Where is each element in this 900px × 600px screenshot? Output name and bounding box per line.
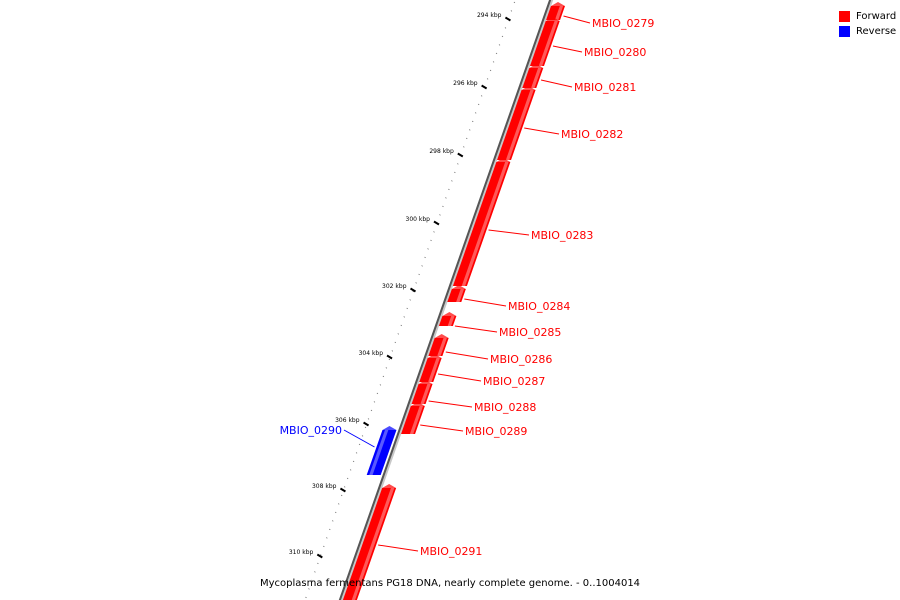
minor-tick — [499, 45, 500, 46]
gene-label-mbio_0284: MBIO_0284 — [508, 300, 571, 313]
tick-label: 294 kbp — [476, 12, 502, 19]
minor-tick — [511, 11, 512, 12]
tick-label: 306 kbp — [335, 417, 360, 424]
minor-tick — [353, 461, 354, 462]
minor-tick — [487, 79, 488, 80]
minor-tick — [428, 249, 429, 250]
minor-tick — [377, 393, 378, 394]
minor-tick — [404, 317, 405, 318]
minor-tick — [433, 232, 434, 233]
minor-tick — [395, 342, 396, 343]
minor-tick — [380, 385, 381, 386]
tick-label: 300 kbp — [405, 216, 430, 223]
major-tick — [482, 86, 487, 89]
minor-tick — [407, 308, 408, 309]
major-ticks — [289, 12, 511, 558]
gene-leader-line — [489, 230, 529, 235]
minor-tick — [326, 538, 327, 539]
gene-label-mbio_0286: MBIO_0286 — [490, 353, 553, 366]
gene-label-mbio_0290: MBIO_0290 — [279, 424, 342, 437]
gene-cap — [382, 484, 396, 488]
major-tick — [387, 356, 392, 359]
legend-item-reverse — [839, 24, 896, 39]
gene-label-mbio_0285: MBIO_0285 — [499, 326, 562, 339]
minor-tick — [341, 495, 342, 496]
minor-tick — [350, 470, 351, 471]
minor-tick — [329, 529, 330, 530]
minor-tick — [493, 62, 494, 63]
minor-tick — [481, 96, 482, 97]
minor-tick — [451, 181, 452, 182]
minor-tick — [469, 130, 470, 131]
tick-label: 304 kbp — [358, 350, 384, 357]
gene-leader-line — [541, 80, 572, 87]
minor-tick — [445, 198, 446, 199]
minor-tick — [419, 274, 420, 275]
minor-tick — [335, 512, 336, 513]
gene-label-mbio_0283: MBIO_0283 — [531, 229, 594, 242]
gene-cap — [382, 426, 396, 430]
gene-leader-line — [455, 326, 497, 332]
minor-tick — [359, 444, 360, 445]
minor-tick — [454, 172, 455, 173]
minor-tick — [422, 266, 423, 267]
tick-label: 302 kbp — [382, 283, 407, 290]
minor-tick — [317, 563, 318, 564]
minor-tick — [505, 28, 506, 29]
major-tick — [364, 423, 369, 426]
tick-label: 310 kbp — [288, 549, 314, 556]
minor-tick — [338, 504, 339, 505]
legend-label-reverse: Reverse — [856, 26, 897, 37]
minor-tick — [386, 368, 387, 369]
tick-label: 296 kbp — [453, 80, 478, 87]
minor-tick — [502, 36, 503, 37]
minor-tick — [398, 334, 399, 335]
gene-cap — [435, 334, 449, 338]
gene-label-mbio_0288: MBIO_0288 — [474, 401, 537, 414]
gene-leader-line — [553, 46, 582, 52]
gene-leader-line — [524, 128, 559, 134]
gene-highlight — [462, 162, 509, 286]
minor-tick — [389, 359, 390, 360]
minor-tick — [496, 53, 497, 54]
minor-tick — [431, 240, 432, 241]
minor-tick — [344, 487, 345, 488]
minor-tick — [478, 104, 479, 105]
minor-tick — [463, 147, 464, 148]
minor-tick — [305, 597, 306, 598]
minor-tick — [466, 138, 467, 139]
gene-leader-line — [420, 425, 463, 431]
minor-tick — [383, 376, 384, 377]
gene-label-mbio_0280: MBIO_0280 — [584, 46, 647, 59]
gene-leader-line — [378, 545, 418, 551]
minor-tick — [314, 572, 315, 573]
minor-tick — [472, 121, 473, 122]
minor-tick — [448, 189, 449, 190]
gene-leader-line — [446, 352, 488, 359]
minor-tick — [368, 419, 369, 420]
major-tick — [505, 18, 510, 21]
legend-label-forward: Forward — [856, 11, 897, 22]
tick-label: 308 kbp — [311, 483, 337, 490]
legend-swatch-forward — [839, 11, 850, 22]
minor-tick — [410, 300, 411, 301]
legend-item-forward — [839, 9, 896, 24]
major-tick — [340, 489, 345, 492]
minor-tick — [362, 436, 363, 437]
minor-tick — [356, 453, 357, 454]
gene-leader-line — [438, 374, 481, 381]
minor-ticks — [305, 2, 514, 598]
minor-tick — [323, 546, 324, 547]
major-tick — [434, 222, 439, 225]
gene-leader-line — [563, 16, 590, 23]
tick-label: 298 kbp — [429, 148, 454, 155]
minor-tick — [374, 402, 375, 403]
minor-tick — [439, 215, 440, 216]
legend-swatch-reverse — [839, 26, 850, 37]
gene-label-mbio_0281: MBIO_0281 — [574, 81, 637, 94]
minor-tick — [347, 478, 348, 479]
minor-tick — [365, 427, 366, 428]
gene-label-mbio_0291: MBIO_0291 — [420, 545, 483, 558]
minor-tick — [416, 283, 417, 284]
minor-tick — [514, 2, 515, 3]
minor-tick — [392, 351, 393, 352]
genome-caption: Mycoplasma fermentans PG18 DNA, nearly complete genome. - 0..1004014 — [259, 578, 641, 589]
minor-tick — [320, 555, 321, 556]
minor-tick — [475, 113, 476, 114]
minor-tick — [425, 257, 426, 258]
minor-tick — [457, 164, 458, 165]
minor-tick — [442, 206, 443, 207]
gene-label-mbio_0289: MBIO_0289 — [465, 425, 528, 438]
gene-label-mbio_0279: MBIO_0279 — [592, 17, 655, 30]
major-tick — [317, 555, 322, 558]
gene-label-mbio_0282: MBIO_0282 — [561, 128, 624, 141]
major-tick — [458, 154, 463, 157]
gene-label-mbio_0287: MBIO_0287 — [483, 375, 546, 388]
major-tick — [411, 289, 416, 292]
gene-leader-line — [429, 401, 472, 407]
gene-cap — [551, 2, 565, 6]
minor-tick — [401, 325, 402, 326]
legend — [839, 9, 896, 39]
minor-tick — [490, 70, 491, 71]
minor-tick — [332, 521, 333, 522]
gene-cap — [442, 312, 456, 316]
minor-tick — [371, 410, 372, 411]
gene-labels — [280, 16, 655, 558]
gene-leader-line — [464, 299, 506, 306]
